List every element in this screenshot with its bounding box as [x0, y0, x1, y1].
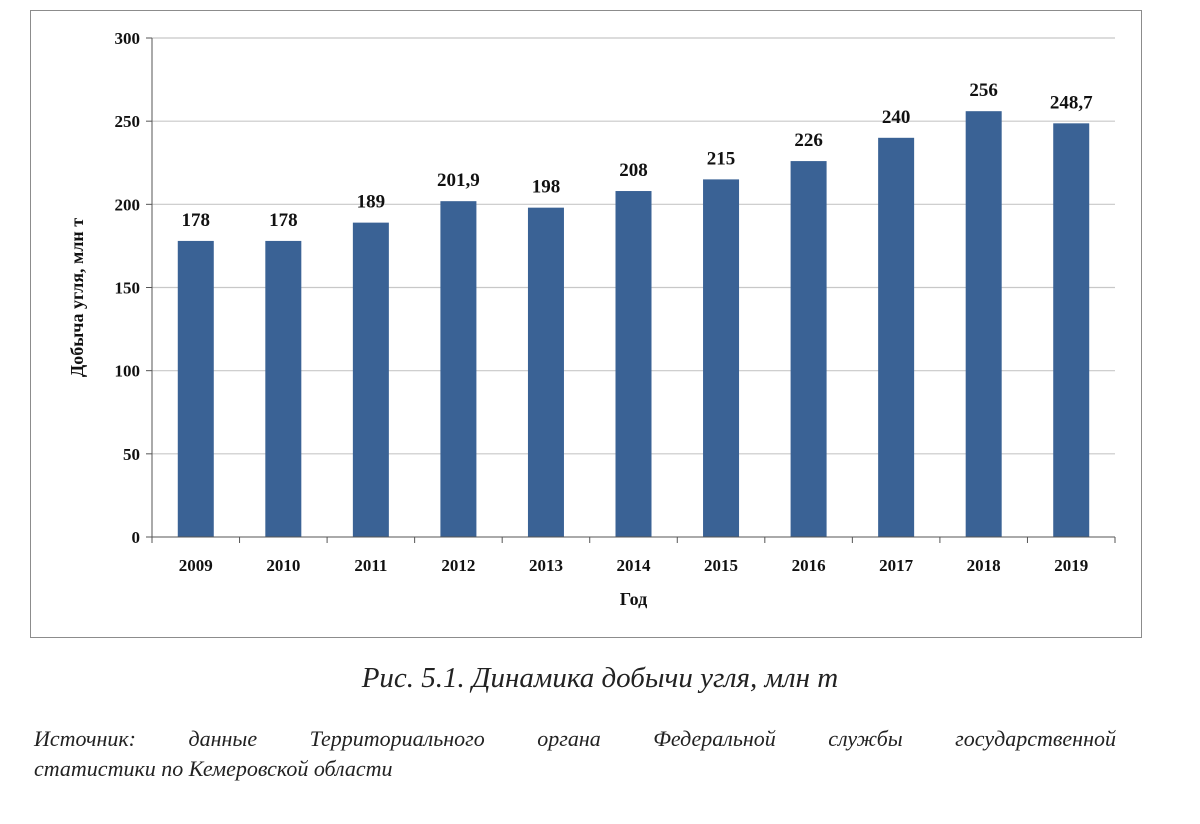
data-label-2019: 248,7	[1049, 92, 1093, 114]
figure-caption: Рис. 5.1. Динамика добычи угля, млн т	[361, 662, 839, 694]
x-tick-label-2017: 2017	[879, 556, 914, 575]
bar-2010	[265, 241, 301, 537]
bar-2016	[791, 161, 827, 537]
bar-2019	[1053, 123, 1089, 537]
y-axis-ticks	[115, 29, 153, 547]
bar-2014	[616, 191, 652, 537]
data-label-2017: 240	[881, 106, 911, 128]
y-axis-title: Добыча угля, млн т	[67, 217, 87, 378]
x-tick-label-2009: 2009	[178, 556, 213, 575]
x-tick-label-2010: 2010	[266, 556, 301, 575]
data-label-2009: 178	[181, 209, 211, 231]
data-label-2013: 198	[531, 176, 561, 198]
source-note-line-2: статистики по Кемеровской области	[34, 756, 393, 781]
y-tick-label: 300	[114, 29, 140, 48]
bar-2011	[353, 223, 389, 537]
bar-2012	[440, 201, 476, 537]
data-label-2016: 226	[794, 130, 823, 152]
x-tick-label-2013: 2013	[528, 556, 563, 575]
y-tick-label: 0	[131, 528, 140, 547]
x-axis-title: Год	[619, 589, 648, 609]
bar-2009	[178, 241, 214, 537]
x-tick-label-2018: 2018	[966, 556, 1001, 575]
x-tick-label-2016: 2016	[791, 556, 826, 575]
bar-2018	[966, 111, 1002, 537]
y-tick-label: 50	[123, 444, 140, 464]
y-tick-label: 150	[114, 278, 140, 298]
x-tick-label-2012: 2012	[441, 556, 476, 575]
bar-chart	[31, 11, 1141, 637]
x-tick-label-2015: 2015	[704, 556, 739, 575]
y-tick-label: 100	[114, 361, 140, 381]
source-note-line-1: Источник: данные Территориального органа Федеральной службы государственной	[34, 726, 1116, 751]
data-label-2010: 178	[269, 209, 298, 231]
bar-2015	[703, 179, 739, 537]
x-tick-label-2011: 2011	[354, 556, 388, 575]
data-label-2018: 256	[969, 80, 998, 102]
y-tick-label: 200	[114, 195, 140, 215]
data-label-2015: 215	[706, 148, 736, 170]
data-label-2012: 201,9	[437, 170, 480, 192]
bar-2013	[528, 208, 564, 537]
data-label-2011: 189	[356, 191, 386, 213]
x-tick-label-2019: 2019	[1054, 556, 1089, 575]
bar-2017	[878, 138, 914, 537]
x-axis-ticks	[152, 537, 1115, 575]
chart-frame	[30, 10, 1142, 638]
y-tick-label: 250	[114, 112, 140, 132]
data-label-2014: 208	[619, 160, 648, 182]
x-tick-label-2014: 2014	[616, 556, 651, 575]
